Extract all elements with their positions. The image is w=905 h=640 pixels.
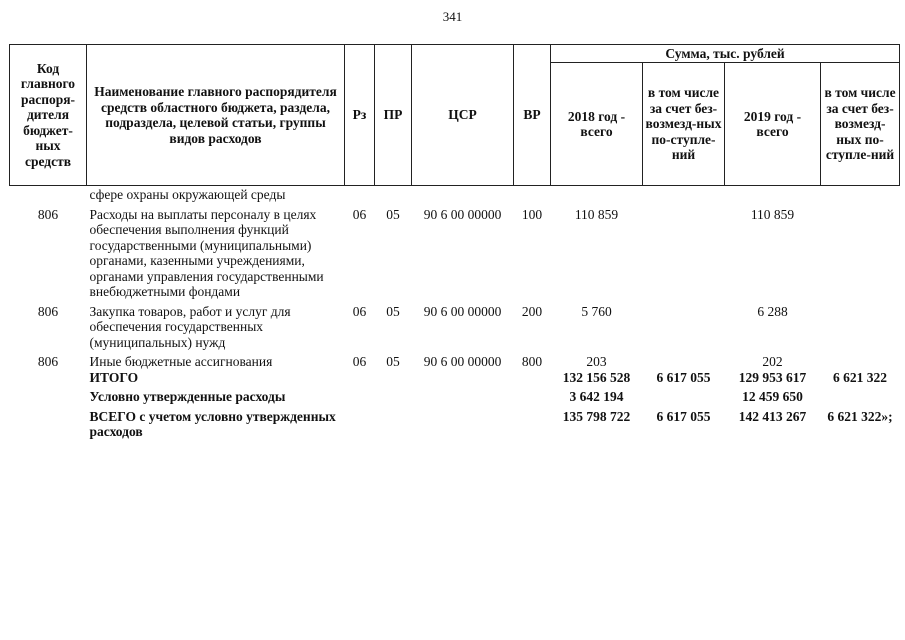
row-2018-free (643, 186, 725, 207)
total-2018-free (643, 385, 725, 405)
row-vr: 200 (521, 303, 543, 319)
row-2019: 110 859 (750, 206, 795, 222)
row-2019-free (821, 186, 900, 207)
row-pr: 05 (386, 354, 400, 369)
row-2019-free (821, 304, 900, 355)
row-2019: 202 (762, 354, 783, 369)
row-2019: 6 288 (757, 303, 788, 319)
row-2019-free (821, 207, 900, 304)
header-sum-group: Сумма, тыс. рублей (551, 45, 900, 63)
row-csr: 90 6 00 00000 (423, 354, 502, 369)
total-row-grand (10, 405, 900, 440)
row-rz: 06 (352, 206, 367, 222)
row-pr: 05 (386, 303, 400, 319)
row-rz: 06 (352, 354, 367, 369)
row-2018-free (643, 304, 725, 355)
row-2019-free (821, 354, 900, 370)
row-name: Расходы на выплаты персоналу в целях обеспечения выполнения функций государственными (муниципальными) органами, казенными учреждениями, органами управления государственными внебюджетными фондами (89, 206, 324, 299)
total-2018-free: 6 617 055 (656, 369, 711, 385)
row-name: Иные бюджетные ассигнования (89, 354, 273, 369)
row-name: Закупка товаров, работ и услуг для обеспечения государственных (муниципальных) нужд (89, 303, 291, 350)
row-code: 806 (37, 303, 59, 319)
header-name: Наименование главного распорядителя средств областного бюджета, раздела, подраздела, целевой статьи, группы видов расходов (87, 45, 345, 186)
row-rz: 06 (352, 303, 367, 319)
table-row (10, 207, 900, 304)
total-2019: 142 413 267 (738, 408, 807, 424)
row-pr: 05 (386, 206, 400, 222)
row-pr (375, 186, 412, 207)
row-vr (514, 186, 551, 207)
table-row (10, 304, 900, 355)
header-2019-total: 2019 год - всего (725, 63, 821, 186)
total-2018: 135 798 722 (562, 408, 631, 424)
header-vr: ВР (514, 45, 551, 186)
total-2019-free: 6 621 322»; (827, 408, 893, 424)
page-number: 341 (442, 9, 463, 24)
total-name: ИТОГО (89, 369, 139, 385)
row-csr: 90 6 00 00000 (423, 206, 502, 222)
header-pr: ПР (375, 45, 412, 186)
row-2018: 5 760 (581, 303, 612, 319)
row-csr: 90 6 00 00000 (423, 303, 502, 319)
total-2018: 3 642 194 (569, 389, 624, 404)
row-2018-free (643, 354, 725, 370)
total-name: ВСЕГО с учетом условно утвержденных расходов (89, 408, 336, 439)
total-row-itogo (10, 370, 900, 386)
total-2018-free: 6 617 055 (656, 408, 711, 424)
header-2018-free: в том числе за счет без-возмезд-ных по-ступле-ний (643, 63, 725, 186)
row-2018-free (643, 207, 725, 304)
total-name: Условно утвержденные расходы (89, 389, 286, 404)
total-2019-free: 6 621 322 (833, 369, 888, 385)
row-code (10, 186, 87, 207)
budget-table (9, 44, 900, 440)
row-code: 806 (37, 354, 59, 369)
header-2019-free: в том числе за счет без-возмезд-ных по-ступле-ний (821, 63, 900, 186)
row-2018: 203 (586, 354, 607, 369)
total-2019-free (821, 385, 900, 405)
total-2019: 12 459 650 (742, 389, 803, 404)
row-2018: 110 859 (574, 206, 619, 222)
table-row (10, 354, 900, 370)
row-rz (345, 186, 375, 207)
row-code: 806 (37, 206, 59, 222)
total-2019: 129 953 617 (738, 369, 807, 385)
table-row (10, 186, 900, 207)
row-vr: 100 (521, 206, 543, 222)
row-csr (412, 186, 514, 207)
header-code: Код главного распоря-дителя бюджет-ных средств (10, 45, 87, 186)
row-name: сфере охраны окружающей среды (89, 187, 286, 202)
total-row-conditional (10, 385, 900, 405)
row-2019 (725, 186, 821, 207)
header-csr: ЦСР (412, 45, 514, 186)
header-2018-total: 2018 год - всего (551, 63, 643, 186)
total-2018: 132 156 528 (562, 369, 631, 385)
row-vr: 800 (521, 354, 543, 369)
row-2018 (551, 186, 643, 207)
header-rz: Рз (345, 45, 375, 186)
